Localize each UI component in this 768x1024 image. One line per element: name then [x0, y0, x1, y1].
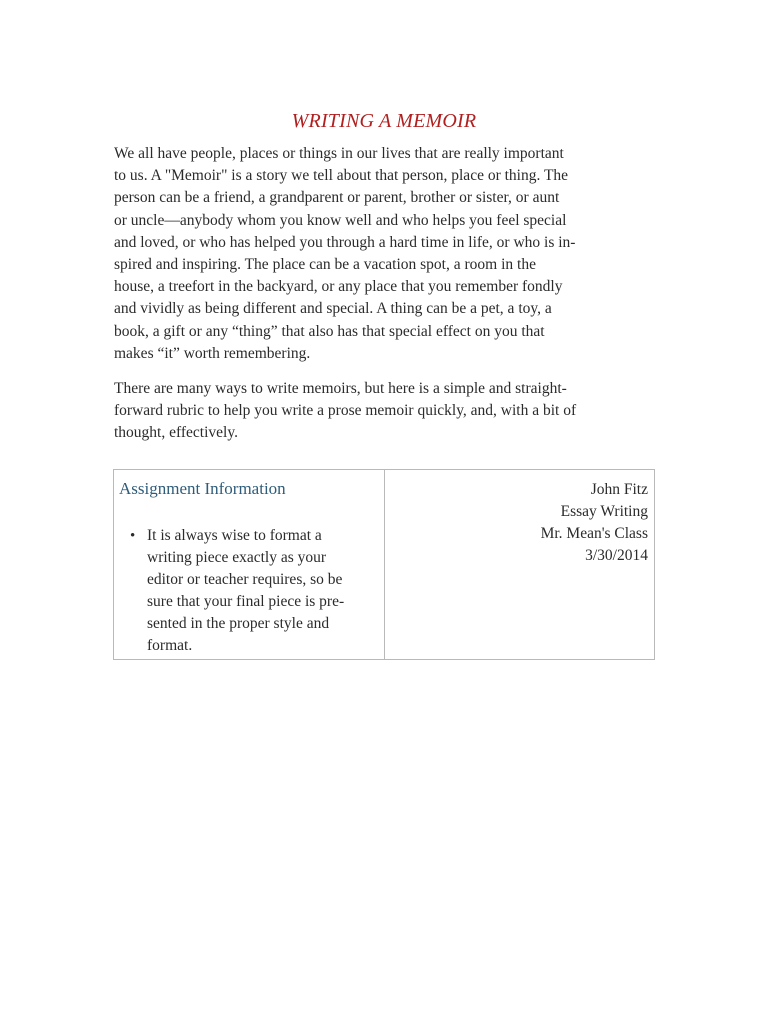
rubric-line: forward rubric to help you write a prose memoir quickly, and, with a bit of — [114, 402, 577, 420]
intro-line: spired and inspiring. The place can be a vacation spot, a room in the — [114, 256, 536, 274]
bullet-line: sure that your final piece is pre- — [147, 593, 345, 610]
bullet-line: writing piece exactly as your — [147, 549, 327, 566]
student-info-block — [541, 479, 648, 567]
course-name: Essay Writing — [560, 503, 648, 520]
bullet-line: editor or teacher requires, so be — [147, 571, 343, 588]
intro-paragraph — [114, 143, 654, 365]
intro-line: We all have people, places or things in our lives that are really important — [114, 145, 564, 162]
intro-line: book, a gift or any “thing” that also has that special effect on you that — [114, 322, 545, 340]
intro-line: house, a treefort in the backyard, or any place that you remember fondly — [114, 278, 563, 296]
assignment-date: 3/30/2014 — [585, 547, 648, 564]
bullet-icon: • — [130, 528, 136, 544]
intro-line: makes “it” worth remembering. — [114, 344, 311, 362]
class-name: Mr. Mean's Class — [540, 525, 648, 542]
rubric-line: thought, effectively. — [114, 424, 238, 442]
intro-line: to us. A "Memoir" is a story we tell about that person, place or thing. The — [114, 167, 569, 185]
author-name: John Fitz — [590, 481, 648, 498]
intro-line: and vividly as being different and special. A thing can be a pet, a toy, a — [114, 300, 552, 318]
bullet-line: format. — [147, 637, 193, 654]
rubric-line: There are many ways to write memoirs, but here is a simple and straight- — [114, 380, 567, 397]
intro-line: and loved, or who has helped you through a hard time in life, or who is in- — [114, 233, 576, 251]
intro-line: person can be a friend, a grandparent or parent, brother or sister, or aunt — [114, 189, 560, 207]
assignment-heading: Assignment Information — [119, 479, 286, 498]
assignment-info-table — [113, 469, 655, 660]
bullet-line: sented in the proper style and — [147, 615, 330, 632]
table-column-divider — [384, 470, 385, 659]
rubric-paragraph — [114, 378, 654, 445]
document-title: WRITING A MEMOIR — [291, 110, 477, 133]
bullet-line: It is always wise to format a — [147, 527, 322, 544]
intro-line: or uncle—anybody whom you know well and who helps you feel special — [114, 211, 567, 229]
list-item — [130, 525, 344, 657]
assignment-bullet-list — [130, 525, 344, 657]
